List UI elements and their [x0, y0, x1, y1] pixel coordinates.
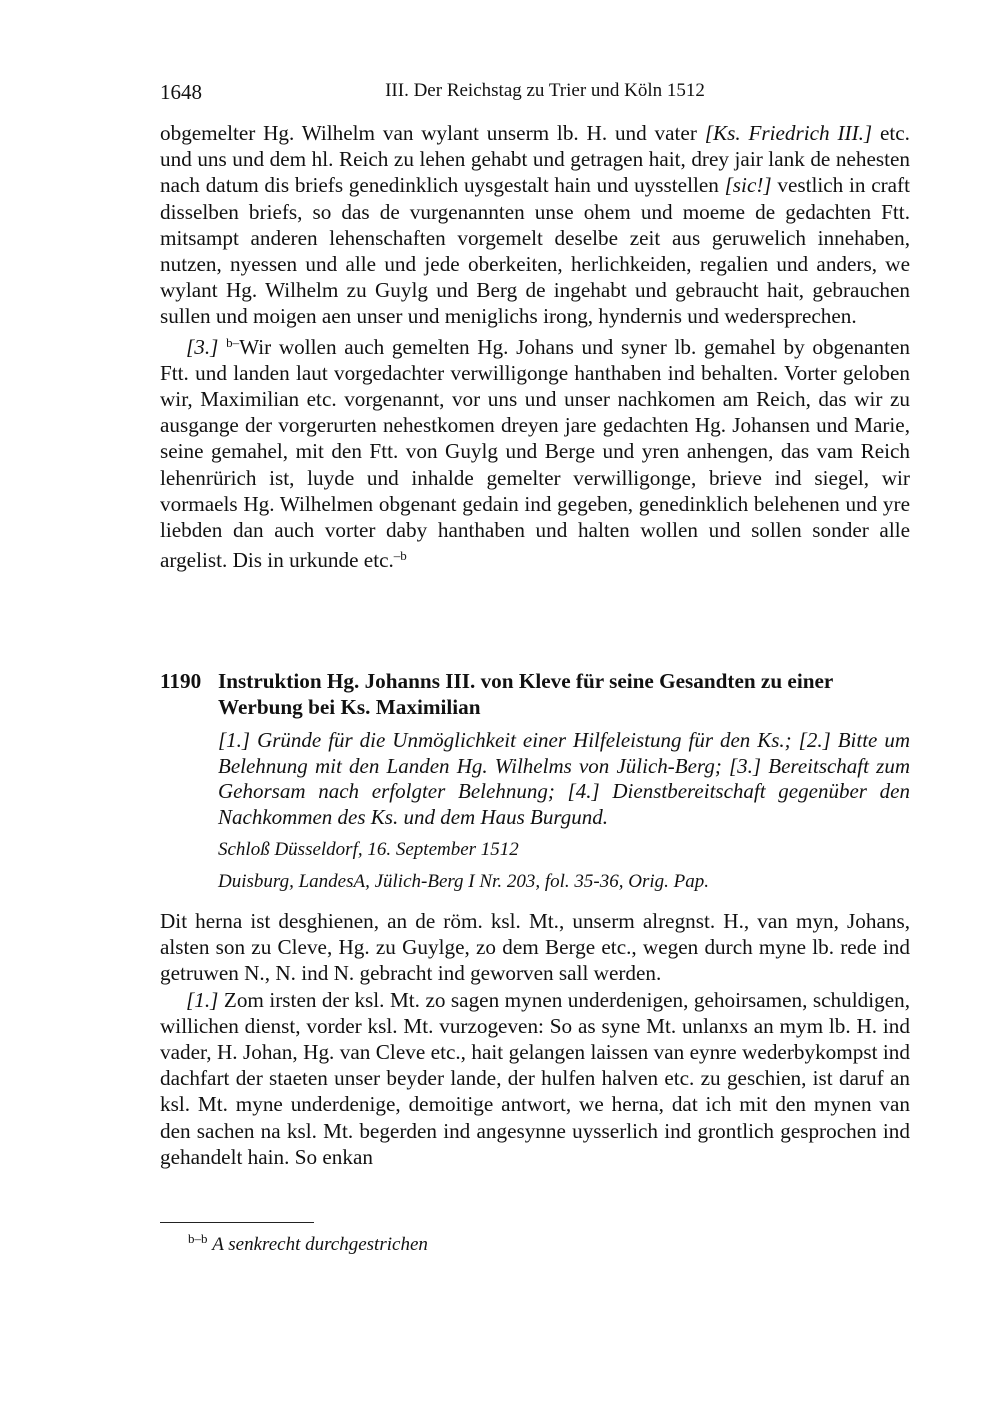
text-run: obgemelter Hg. Wilhelm van wylant unserm lb. H. und vater	[160, 121, 705, 145]
document-heading	[160, 668, 910, 894]
page-header	[160, 80, 910, 108]
document-text	[160, 908, 910, 1170]
editorial-note: [sic!]	[724, 173, 772, 198]
footnote-mark: b–b	[188, 1231, 208, 1246]
document-regest: [1.] Gründe für die Unmöglichkeit einer Hilfeleistung für den Ks.; [2.] Bitte um Belehnung mit den Landen Hg. Wilhelms von Jülich-Berg; [3.] Bereitschaft zum Gehorsam nach erfolgter Belehnung; [4.] Dienstbereitschaft gegenüber den Nachkommen des Ks. und dem Haus Burgund.	[218, 728, 910, 829]
footnote-mark: b–	[226, 334, 240, 350]
running-title: III. Der Reichstag zu Trier und Köln 1512	[385, 80, 705, 101]
document-number: 1190	[160, 669, 202, 693]
footnote	[188, 1226, 428, 1258]
text-run: Wir wollen auch gemelten Hg. Johans und syner lb. gemahel by obgenanten Ftt. und landen laut vorgedachter verwilligonge hanthaben ind behalten. Vorter geloben wir, Maximilian etc. vorgenannt, vor uns und unser nachkomen am Reich, das wir zu ausgange der vorgerurten nehestkomen dreyen jare gedachten Hg. Johansen und Marie, seine gemahel, mit den Ftt. von Guylg und Berge und yren anhengen, das vam Reich lehenrürich ist, luyde und inhalde gemelter verwilligonge, brieve ind siegel, wir vormaels Hg. Wilhelmen obgenant gedain ind gegeben, genedinklich belehenen und yre liebden dan auch vorter daby hanthaben und halten wollen und sollen sonder alle argelist. Dis in urkunde etc.	[160, 334, 911, 573]
paragraph	[160, 987, 910, 1170]
continuation-text	[160, 120, 910, 573]
document-title: Instruktion Hg. Johanns III. von Kleve für seine Gesandten zu einer Werbung bei Ks. Maximilian	[218, 669, 833, 719]
footnote-divider	[160, 1222, 314, 1223]
text-run: etc. und uns und dem hl. Reich zu lehen gehabt und getragen hait, drey jair lank de nehesten nach datum dis briefs genedinklich uysgestalt hain und uysstellen	[160, 121, 910, 198]
editorial-note: [Ks. Friedrich III.]	[704, 121, 873, 145]
footnote-text: A senkrecht durchgestrichen	[212, 1234, 428, 1255]
text-run: Zom irsten der ksl. Mt. zo sagen mynen underdenigen, gehoirsamen, schuldigen, willichen dienst, vorder ksl. Mt. vurzogeven: So as syne Mt. unlanxs an mym lb. H. ind vader, H. Johan, Hg. van Cleve etc., hait gelangen laissen van eynre wederbykompst ind dachfart der staeten unser beyder lande, der hulfen halven etc. zu geschien, ist daruf an ksl. Mt. myne underdenige, demoitige antwort, we herna, dat ich mit den mynen van den sachen na ksl. Mt. begerden ind angesynne uysserlich ind grontlich gesprochen ind gehandelt hain. So enkan	[160, 987, 911, 1169]
footnote-mark: –b	[393, 548, 407, 564]
section-number: [3.]	[186, 334, 219, 359]
paragraph	[160, 330, 910, 574]
document-place-date: Schloß Düsseldorf, 16. September 1512	[218, 839, 519, 860]
document-source: Duisburg, LandesA, Jülich-Berg I Nr. 203, fol. 35-36, Orig. Pap.	[218, 871, 709, 892]
paragraph	[160, 120, 910, 330]
page-number: 1648	[160, 80, 202, 104]
section-number: [1.]	[186, 987, 219, 1012]
paragraph: Dit herna ist desghienen, an de röm. ksl. Mt., unserm alregnst. H., van myn, Johans, alsten son zu Cleve, Hg. zu Guylge, zo dem Berge etc., wegen durch myne lb. rede ind getruwen N., N. ind N. gebracht ind geworven sall werden.	[160, 909, 910, 986]
text-run: vestlich in craft disselben briefs, so das de vurgenannten unse ohem und moeme de gedachten Ftt. mitsampt anderen lehenschaften vorgemelt deselbe zeit aus geruwelich innehaben, nutzen, nyessen und alle und jede oberkeiten, herlichkeiden, regalien und anders, we wylant Hg. Wilhelm zu Guylg und Berg de ingehabt und gebraucht hait, gebrauchen sullen und moigen aen unser und meniglichs irong, hyndernis und wedersprechen.	[160, 173, 910, 329]
